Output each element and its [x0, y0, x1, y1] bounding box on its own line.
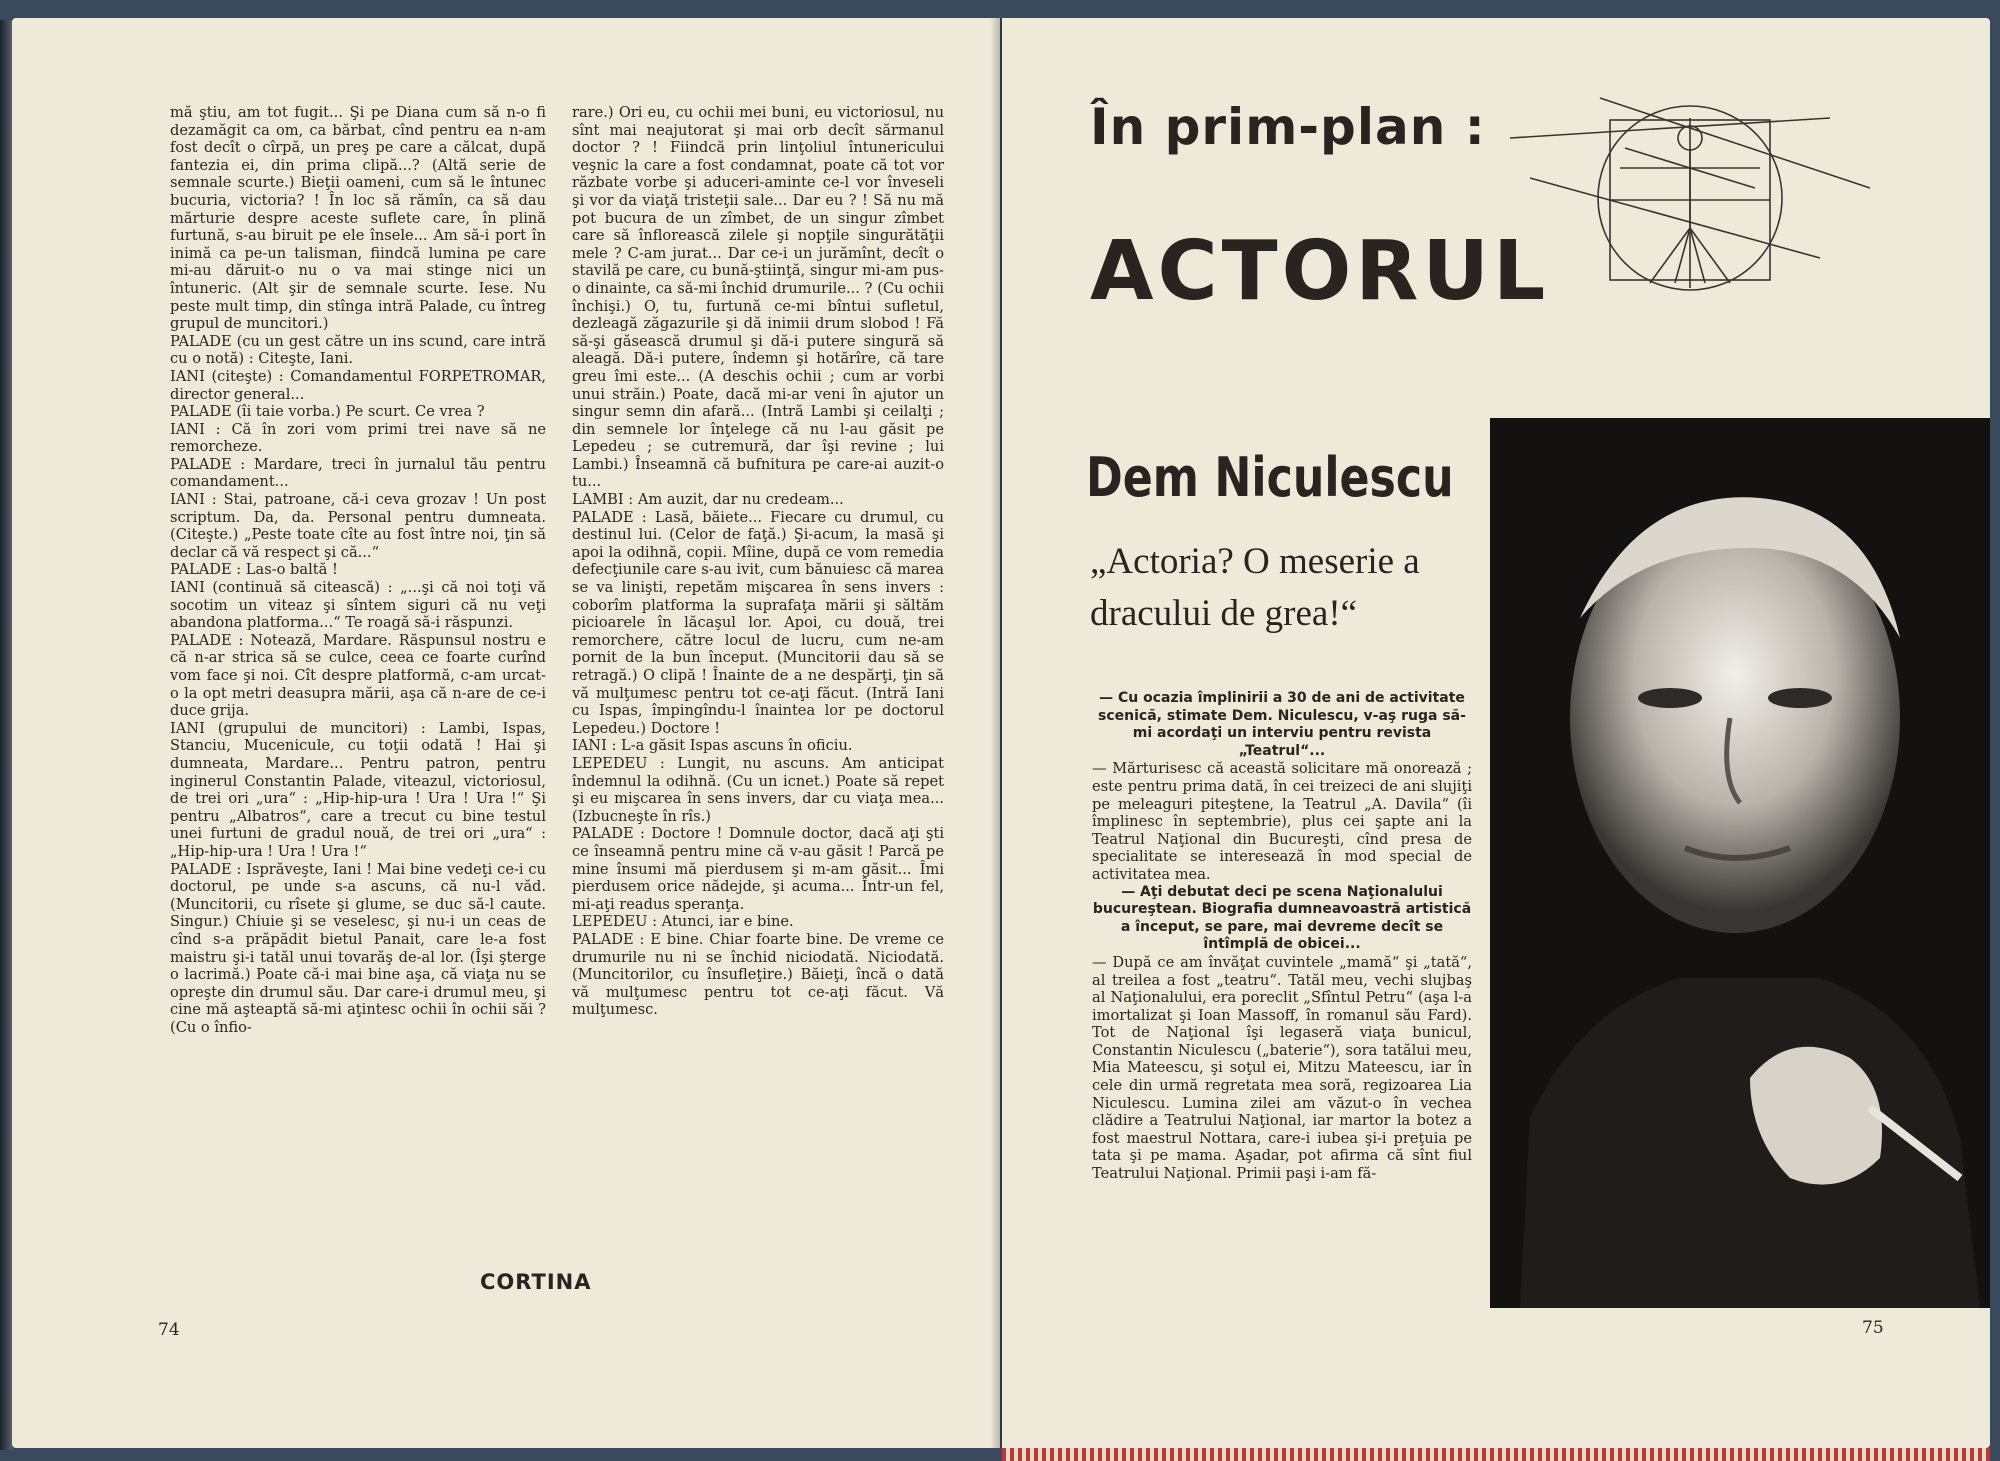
text-paragraph: PALADE (îi taie vorba.) Pe scurt. Ce vrea ? [170, 403, 485, 421]
text-paragraph: LEPEDEU : Lungit, nu ascuns. Am anticipat îndemnul la odihnă. (Cu un icnet.) Poate să repet şi eu mişcarea în sens invers, dar cu viaţa mea... (Izbucneşte în rîs.) [572, 754, 944, 825]
interview-question: — Aţi debutat deci pe scena Naţionalului bucureştean. Biografia dumneavoastră artistică a început, se pare, mai devreme decît se întîmplă de obicei... [1092, 883, 1472, 953]
left-page-column-1 [170, 104, 546, 1036]
text-paragraph: PALADE (cu un gest către un ins scund, care intră cu o notă) : Citeşte, Iani. [170, 332, 546, 368]
text-paragraph: LAMBI : Am auzit, dar nu credeam... [572, 491, 844, 509]
text-paragraph: mă ştiu, am tot fugit... Şi pe Diana cum să n-o fi dezamăgit ca om, ca bărbat, cînd pentru ea n-am fost decît o cîrpă, un preş pe care a călcat, după fantezia ei, din prima clipă...? (Altă serie de semnale scurte.) Bieţii oameni, cum să le întunec bucuria, victoria? ! În loc să rămîn, ca să dau mărturie despre aceste suflete care, în plină furtună, s-au biruit pe ele însele... Am să-i port în inimă ca pe-un talisman, fiindcă lumina pe care mi-au dăruit-o nu o va mai stinge nici un întuneric. (Alt şir de semnale scurte. Iese. Nu peste mult timp, din stînga intră Palade, cu întreg grupul de muncitori.) [170, 104, 546, 333]
text-paragraph: IANI (grupului de muncitori) : Lambi, Ispas, Stanciu, Mucenicule, cu toţii odată ! Hai şi dumneata, Mardare... Pentru patron, pentru inginerul Constantin Palade, viteazul, victoriosul, de trei ori „ura“ : „Hip-hip-ura ! Ura ! Ura !“ Şi pentru „Albatros“, care a trecut cu bine testul unei furtuni de gradul nouă, de trei ori „ura“ : „Hip-hip-ura ! Ura ! Ura !“ [170, 719, 546, 860]
right-page [1002, 18, 1990, 1448]
vitruvian-man-illustration [1500, 78, 1880, 318]
section-kicker: În prim-plan : [1090, 98, 1486, 156]
left-page [12, 18, 1000, 1448]
text-paragraph: PALADE : Mardare, treci în jurnalul tău pentru comandament... [170, 455, 546, 491]
text-paragraph: PALADE : E bine. Chiar foarte bine. De vreme ce drumurile nu ni se închid niciodată. Niciodată. (Muncitorilor, cu însufleţire.) Băieţi, încă o dată vă mulţumesc pentru tot ce-aţi făcut. Vă mulţumesc. [572, 930, 944, 1019]
text-paragraph: PALADE : Notează, Mardare. Răspunsul nostru e că n-ar strica să se culce, ceea ce foarte curînd vom face şi noi. Cît despre platformă, c-am urcat-o la opt metri deasupra mării, aşa că n-are de ce-i duce grija. [170, 631, 546, 720]
bookmark-ribbon [1002, 1448, 1990, 1461]
text-paragraph: IANI : L-a găsit Ispas ascuns în oficiu. [572, 737, 853, 755]
actor-name-title: Dem Niculescu [1086, 446, 1454, 509]
section-footer: CORTINA [480, 1270, 592, 1294]
text-paragraph: LEPEDEU : Atunci, iar e bine. [572, 913, 794, 931]
interview-question: — Cu ocazia împlinirii a 30 de ani de activitate scenică, stimate Dem. Niculescu, v-aş ruga să-mi acordaţi un interviu pentru revista „Teatrul“... [1098, 690, 1466, 759]
interview-answer: — Mărturisesc că această solicitare mă onorează ; este pentru prima dată, în cei treizeci de ani slujiţi pe meleaguri piteştene, la Teatrul „A. Davila“ (îi împlinesc în septembrie), plus cei şapte ani la Teatrul Naţional din Bucureşti, cînd presa de specialitate se interesează în mod special de activitatea mea. [1092, 760, 1472, 883]
left-page-column-2 [572, 104, 944, 1019]
text-paragraph: PALADE : Lasă, băiete... Fiecare cu drumul, cu destinul lui. (Celor de faţă.) Şi-acum, la masă şi apoi la odihnă, copii. Mîine, după ce vom remedia defecţiunile care s-au ivit, cum bănuiesc că marea se va linişti, repetăm mişcarea în sens invers : coborîm platforma la suprafaţa mării şi săltăm picioarele în lăcaşul lor. Apoi, cu două, trei remorchere, către locul de lucru, cum ne-am pornit de la bun început. (Muncitorii dau să se retragă.) O clipă ! Înainte de a ne despărţi, ţin să vă mulţumesc pentru tot ce-aţi făcut. (Intră Iani cu Ispas, împingîndu-l înaintea lor pe doctorul Lepedeu.) Doctore ! [572, 508, 944, 737]
page-number: 74 [158, 1320, 180, 1340]
text-paragraph: IANI (citeşte) : Comandamentul FORPETROMAR, director general... [170, 367, 546, 403]
headline: ACTORUL [1090, 224, 1550, 319]
page-number: 75 [1862, 1318, 1884, 1338]
text-paragraph: IANI (continuă să citească) : „...şi că noi toţi vă socotim un viteaz şi sîntem siguri că nu veţi abandona platforma...“ Te roagă să-i răspunzi. [170, 579, 546, 632]
actor-portrait-photo [1490, 418, 1990, 1308]
text-paragraph: PALADE : Isprăveşte, Iani ! Mai bine vedeţi ce-i cu doctorul, pe unde s-a ascuns, că nu-l văd. (Muncitorii, cu rîsete şi glume, se duc să-l caute. Singur.) Chiuie şi se veselesc, şi nu-i un ceas de cînd s-a prăpădit bietul Panait, care le-a fost maistru şi-i tatăl unui tovarăş de-al lor. (Îşi şterge o lacrimă.) Poate că-i mai bine aşa, că viaţa nu se opreşte din drumul său. Dar care-i drumul meu, şi cine mă aşteaptă să-mi aţintesc ochii în ochii săi ? (Cu o înfio- [170, 860, 546, 1036]
text-paragraph: PALADE : Las-o baltă ! [170, 561, 338, 579]
pull-quote: „Actoria? O meserie a dracului de grea!“ [1090, 541, 1420, 634]
text-paragraph: IANI : Că în zori vom primi trei nave să ne remorcheze. [170, 420, 546, 456]
interview-answer: — După ce am învăţat cuvintele „mamă“ şi „tată“, al treilea a fost „teatru“. Tatăl meu, vechi slujbaş al Naţionalului, era poreclit „Sfîntul Petru“ (aşa l-a imortalizat şi Ioan Massoff, în romanul său Fard). Tot de Naţional îşi legaseră viaţa bunicul, Constantin Niculescu („baterie“), sora tatălui meu, Mia Mateescu, şi soţul ei, Mitzu Mateescu, iar în cele din urmă regretata mea soră, regizoarea Lia Niculescu. Lumina zilei am văzut-o în vechea clădire a Teatrului Naţional, iar martor la botez a fost maestrul Nottara, care-i iubea şi-i preţuia pe tata şi pe mama. Aşadar, pot afirma că sînt fiul Teatrului Naţional. Primii paşi i-am fă- [1092, 953, 1472, 1183]
text-paragraph: IANI : Stai, patroane, că-i ceva grozav ! Un post scriptum. Da, da. Personal pentru dumneata. (Citeşte.) „Peste toate cîte au fost între noi, ţin să declar că vă respect şi că...“ [170, 491, 546, 561]
text-paragraph: rare.) Ori eu, cu ochii mei buni, eu victoriosul, nu sînt mai neajutorat şi mai orb decît sărmanul doctor ? ! Fiindcă prin linţoliul întunericului veşnic la care a fost condamnat, poate că tot vor răzbate vorbe şi aduceri-aminte ce-l vor înveseli şi vor da viaţă tristeţii sale... Dar eu ? ! Să nu mă pot bucura de un zîmbet, de un singur zîmbet care să înflorească zilele şi nopţile singurătăţii mele ? C-am jurat... Dar ce-i un jurămînt, decît o stavilă pe care, cu bună-ştiinţă, singur mi-am pus-o dinainte, ca să-mi închid drumurile... ? (Cu ochii închişi.) O, tu, furtună ce-mi bîntui sufletul, dezleagă zăgazurile şi dă inimii drum slobod ! Fă să-şi găsească drumul şi dă-i putere singură să aleagă. Dă-i putere, îndemn şi hotărîre, că tare greu îmi este... (A deschis ochii ; cum ar vorbi unui străin.) Poate, dacă mi-ar veni în ajutor un singur semn din afară... (Intră Lambi şi ceilalţi ; din semnele lor înţelege că nu l-au găsit pe Lepedeu ; se cutremură, dar îşi revine ; lui Lambi.) Înseamnă că bufnitura pe care-ai auzit-o tu... [572, 104, 944, 491]
interview-column [1092, 690, 1472, 1183]
text-paragraph: PALADE : Doctore ! Domnule doctor, dacă aţi şti ce înseamnă pentru mine că v-au găsit ! Parcă pe mine însumi mă pierdusem şi m-am găsit... Îmi pierdusem orice nădejde, şi acuma... Într-un fel, mi-aţi readus speranţa. [572, 825, 944, 913]
book-edge [0, 20, 12, 1450]
